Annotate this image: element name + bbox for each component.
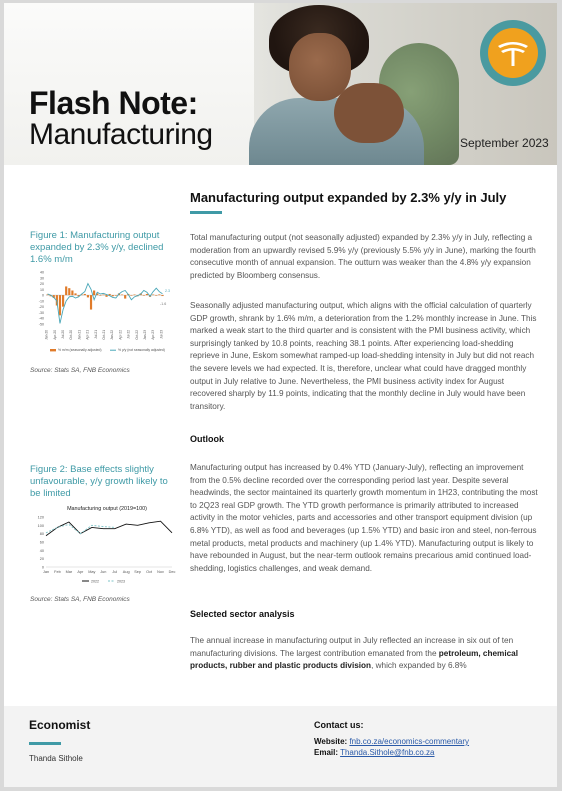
x-tick-label: Feb bbox=[54, 570, 61, 574]
paragraph-4-bold: petroleum, chemical products, rubber and plastic products division bbox=[190, 648, 518, 671]
figure-2-source: Source: Stats SA, FNB Economics bbox=[30, 596, 130, 603]
economist-accent-rule bbox=[29, 742, 61, 745]
y-tick-label: 20 bbox=[39, 557, 44, 562]
x-tick-label: Sep bbox=[134, 570, 142, 574]
footer bbox=[4, 706, 557, 787]
y-tick-label: -50 bbox=[38, 322, 44, 327]
x-tick-label: Jul-20 bbox=[60, 330, 65, 339]
x-tick-label: Jul-22 bbox=[126, 330, 131, 339]
bar-mm bbox=[65, 286, 67, 295]
y-tick-label: 0 bbox=[41, 565, 44, 570]
x-tick-label: Jul-23 bbox=[159, 330, 164, 339]
x-tick-label: May bbox=[88, 570, 96, 574]
x-tick-label: Aug bbox=[122, 570, 130, 574]
bar-mm bbox=[133, 295, 135, 296]
bar-mm bbox=[87, 295, 89, 297]
bar-mm bbox=[62, 295, 64, 307]
figure-2-title: Figure 2: Base effects slightly unfavourable, y/y growth likely to be limited bbox=[30, 464, 168, 499]
y-tick-label: 100 bbox=[37, 523, 44, 528]
legend-label-2023: 2023 bbox=[117, 579, 125, 584]
legend-label-2022: 2022 bbox=[91, 579, 99, 584]
chart-title: Manufacturing output (2019=100) bbox=[67, 506, 147, 512]
y-tick-label: -10 bbox=[38, 299, 44, 304]
x-tick-label: Jan-20 bbox=[44, 330, 49, 340]
outlook-heading: Outlook bbox=[190, 434, 224, 444]
email-link[interactable]: Thanda.Sithole@fnb.co.za bbox=[340, 748, 435, 757]
bar-mm bbox=[102, 295, 104, 296]
page bbox=[4, 3, 557, 787]
fnb-logo-inner bbox=[488, 28, 538, 78]
x-tick-label: Apr-20 bbox=[52, 330, 57, 340]
bar-mm bbox=[84, 294, 86, 295]
x-tick-label: Oct-22 bbox=[134, 330, 139, 340]
x-tick-label: Oct-20 bbox=[69, 330, 74, 340]
x-tick-label: Oct-21 bbox=[102, 330, 106, 340]
bar-mm bbox=[68, 288, 70, 295]
publication-date: September 2023 bbox=[460, 136, 549, 150]
email-row bbox=[314, 748, 435, 757]
page-subtitle: Manufacturing bbox=[29, 118, 213, 151]
bar-mm bbox=[146, 294, 148, 295]
y-tick-label: 60 bbox=[39, 540, 44, 545]
x-tick-label: Apr-21 bbox=[85, 330, 90, 340]
contact-title: Contact us: bbox=[314, 720, 364, 730]
x-tick-label: Jul bbox=[112, 570, 118, 574]
article-heading: Manufacturing output expanded by 2.3% y/y in July bbox=[190, 190, 507, 205]
y-tick-label: -20 bbox=[38, 305, 44, 310]
hero-person-face bbox=[289, 33, 351, 101]
x-tick-label: Apr-23 bbox=[151, 330, 156, 340]
website-row bbox=[314, 737, 469, 746]
y-tick-label: 80 bbox=[39, 532, 44, 537]
y-tick-label: 10 bbox=[40, 287, 44, 292]
x-tick-label: Jan-21 bbox=[77, 330, 82, 340]
figure-2-chart bbox=[32, 501, 182, 587]
figure-1-chart bbox=[32, 268, 182, 356]
x-tick-label: Oct bbox=[146, 570, 153, 574]
y-tick-label: 30 bbox=[40, 276, 44, 281]
annotation-mm: -1.6 bbox=[160, 302, 167, 307]
x-tick-label: Jan bbox=[42, 570, 50, 574]
legend-swatch-mm bbox=[50, 349, 56, 351]
y-tick-label: -30 bbox=[38, 310, 44, 315]
website-label: Website: bbox=[314, 737, 348, 746]
x-tick-label: Dec bbox=[168, 570, 176, 574]
bar-mm bbox=[93, 290, 95, 295]
bar-mm bbox=[105, 295, 107, 297]
bar-mm bbox=[121, 295, 123, 296]
paragraph-3: Manufacturing output has increased by 0.4% YTD (January-July), reflecting an improvement from the 0.5% decline recorded over the corresponding period last year. Despite several headwinds, the sector maintained its quarterly growth momentum in 1H23, contributing the most to 2Q23 real GDP growth. The YTD growth performance is primarily attributed to increased activity in the motor vehicles, parts and accessories and other transport equipment division (up 6.8% YTD), as well as food and beverages (up 1.5% YTD) and basic iron and steel, non-ferrous metal products, metal products and machinery (up 1.4% YTD). Manufacturing output is likely to have rebounded in August, but the near-term outlook remains precarious amid continued load-shedding, logistics challenges, and weak demand. bbox=[190, 463, 538, 573]
bar-mm bbox=[158, 294, 160, 295]
x-tick-label: Jan-23 bbox=[143, 330, 148, 340]
website-link[interactable]: fnb.co.za/economics-commentary bbox=[349, 737, 470, 746]
fnb-tree-icon bbox=[496, 38, 530, 68]
hero-person-arm bbox=[334, 83, 404, 143]
y-tick-label: 20 bbox=[40, 282, 44, 287]
sector-analysis-heading: Selected sector analysis bbox=[190, 609, 295, 619]
y-tick-label: 0 bbox=[42, 293, 44, 298]
paragraph-2: Seasonally adjusted manufacturing output, which aligns with the official calculation of quarterly GDP growth, shrank by 1.6% m/m, a deterioration from the 1.2% monthly increase in June. This marked a weak start to the third quarter and is consistent with the PMI business activity, which surprisingly tanked by 10.8 points, reaching 38.1 points. After experiencing load-shedding reprieve in June, Eskom somewhat ramped-up load-shedding intensity in July but did not reach the severe levels we had expected. It is, therefore, unclear what could have dragged monthly output in July relative to June. Nevertheless, the PMI business activity index for August recovered sharply by 11.9 points, indicating that the monthly decline in July would have been transitory. bbox=[190, 301, 537, 411]
bar-mm bbox=[90, 295, 92, 309]
x-tick-label: Nov bbox=[157, 570, 164, 574]
series-line-2022 bbox=[46, 521, 172, 536]
legend-label-mm: % m/m (seasonally adjusted) bbox=[58, 348, 102, 353]
paragraph-4-end: , which expanded by 6.8% bbox=[371, 661, 467, 671]
paragraph-1: Total manufacturing output (not seasonally adjusted) expanded by 2.3% y/y in July, reflecting a moderation from an upwardly revised 5.9% y/y (previously 5.5% y/y in June), marking the fourth consecutive month of annual expansion. The outturn was weaker than the 4.8% y/y expansion predicted by Bloomberg consensus. bbox=[190, 233, 536, 280]
line-yy bbox=[48, 284, 163, 324]
paragraph-4 bbox=[190, 635, 540, 673]
x-tick-label: Apr bbox=[77, 570, 84, 574]
bar-mm bbox=[143, 295, 145, 296]
bar-mm bbox=[124, 295, 126, 298]
annotation-yy: 2.3 bbox=[165, 288, 170, 293]
figure-1-source: Source: Stats SA, FNB Economics bbox=[30, 367, 130, 374]
bar-mm bbox=[155, 295, 157, 296]
bar-mm bbox=[99, 295, 101, 296]
x-tick-label: Jul-21 bbox=[93, 330, 98, 339]
heading-accent-rule bbox=[190, 211, 222, 214]
bar-mm bbox=[59, 295, 61, 315]
bar-mm bbox=[74, 293, 76, 295]
bar-mm bbox=[152, 295, 154, 296]
paragraph-4-start: The annual increase in manufacturing output in July reflected an increase in six out of ten manufacturing divisions. The largest contribution emanated from the bbox=[190, 636, 514, 658]
x-tick-label: Jun bbox=[100, 570, 107, 574]
economist-name: Thanda Sithole bbox=[29, 754, 83, 763]
bar-mm bbox=[71, 290, 73, 295]
x-tick-label: Apr-22 bbox=[118, 330, 123, 340]
page-title: Flash Note: bbox=[29, 85, 198, 121]
y-tick-label: 120 bbox=[37, 515, 44, 520]
y-tick-label: -40 bbox=[38, 316, 44, 321]
x-tick-label: Mar bbox=[65, 570, 73, 574]
figure-1-title: Figure 1: Manufacturing output expanded by 2.3% y/y, declined 1.6% m/m bbox=[30, 230, 164, 265]
legend-label-yy: % y/y (not seasonally adjusted) bbox=[118, 348, 165, 353]
economist-title: Economist bbox=[29, 718, 91, 732]
bar-mm bbox=[112, 295, 114, 296]
y-tick-label: 40 bbox=[39, 548, 44, 553]
email-label: Email: bbox=[314, 748, 339, 757]
bar-mm bbox=[130, 295, 132, 296]
bar-mm bbox=[115, 295, 117, 296]
x-tick-label: Jan-22 bbox=[110, 330, 115, 340]
fnb-logo bbox=[480, 20, 546, 86]
y-tick-label: 40 bbox=[40, 270, 44, 275]
bar-mm bbox=[161, 295, 163, 296]
